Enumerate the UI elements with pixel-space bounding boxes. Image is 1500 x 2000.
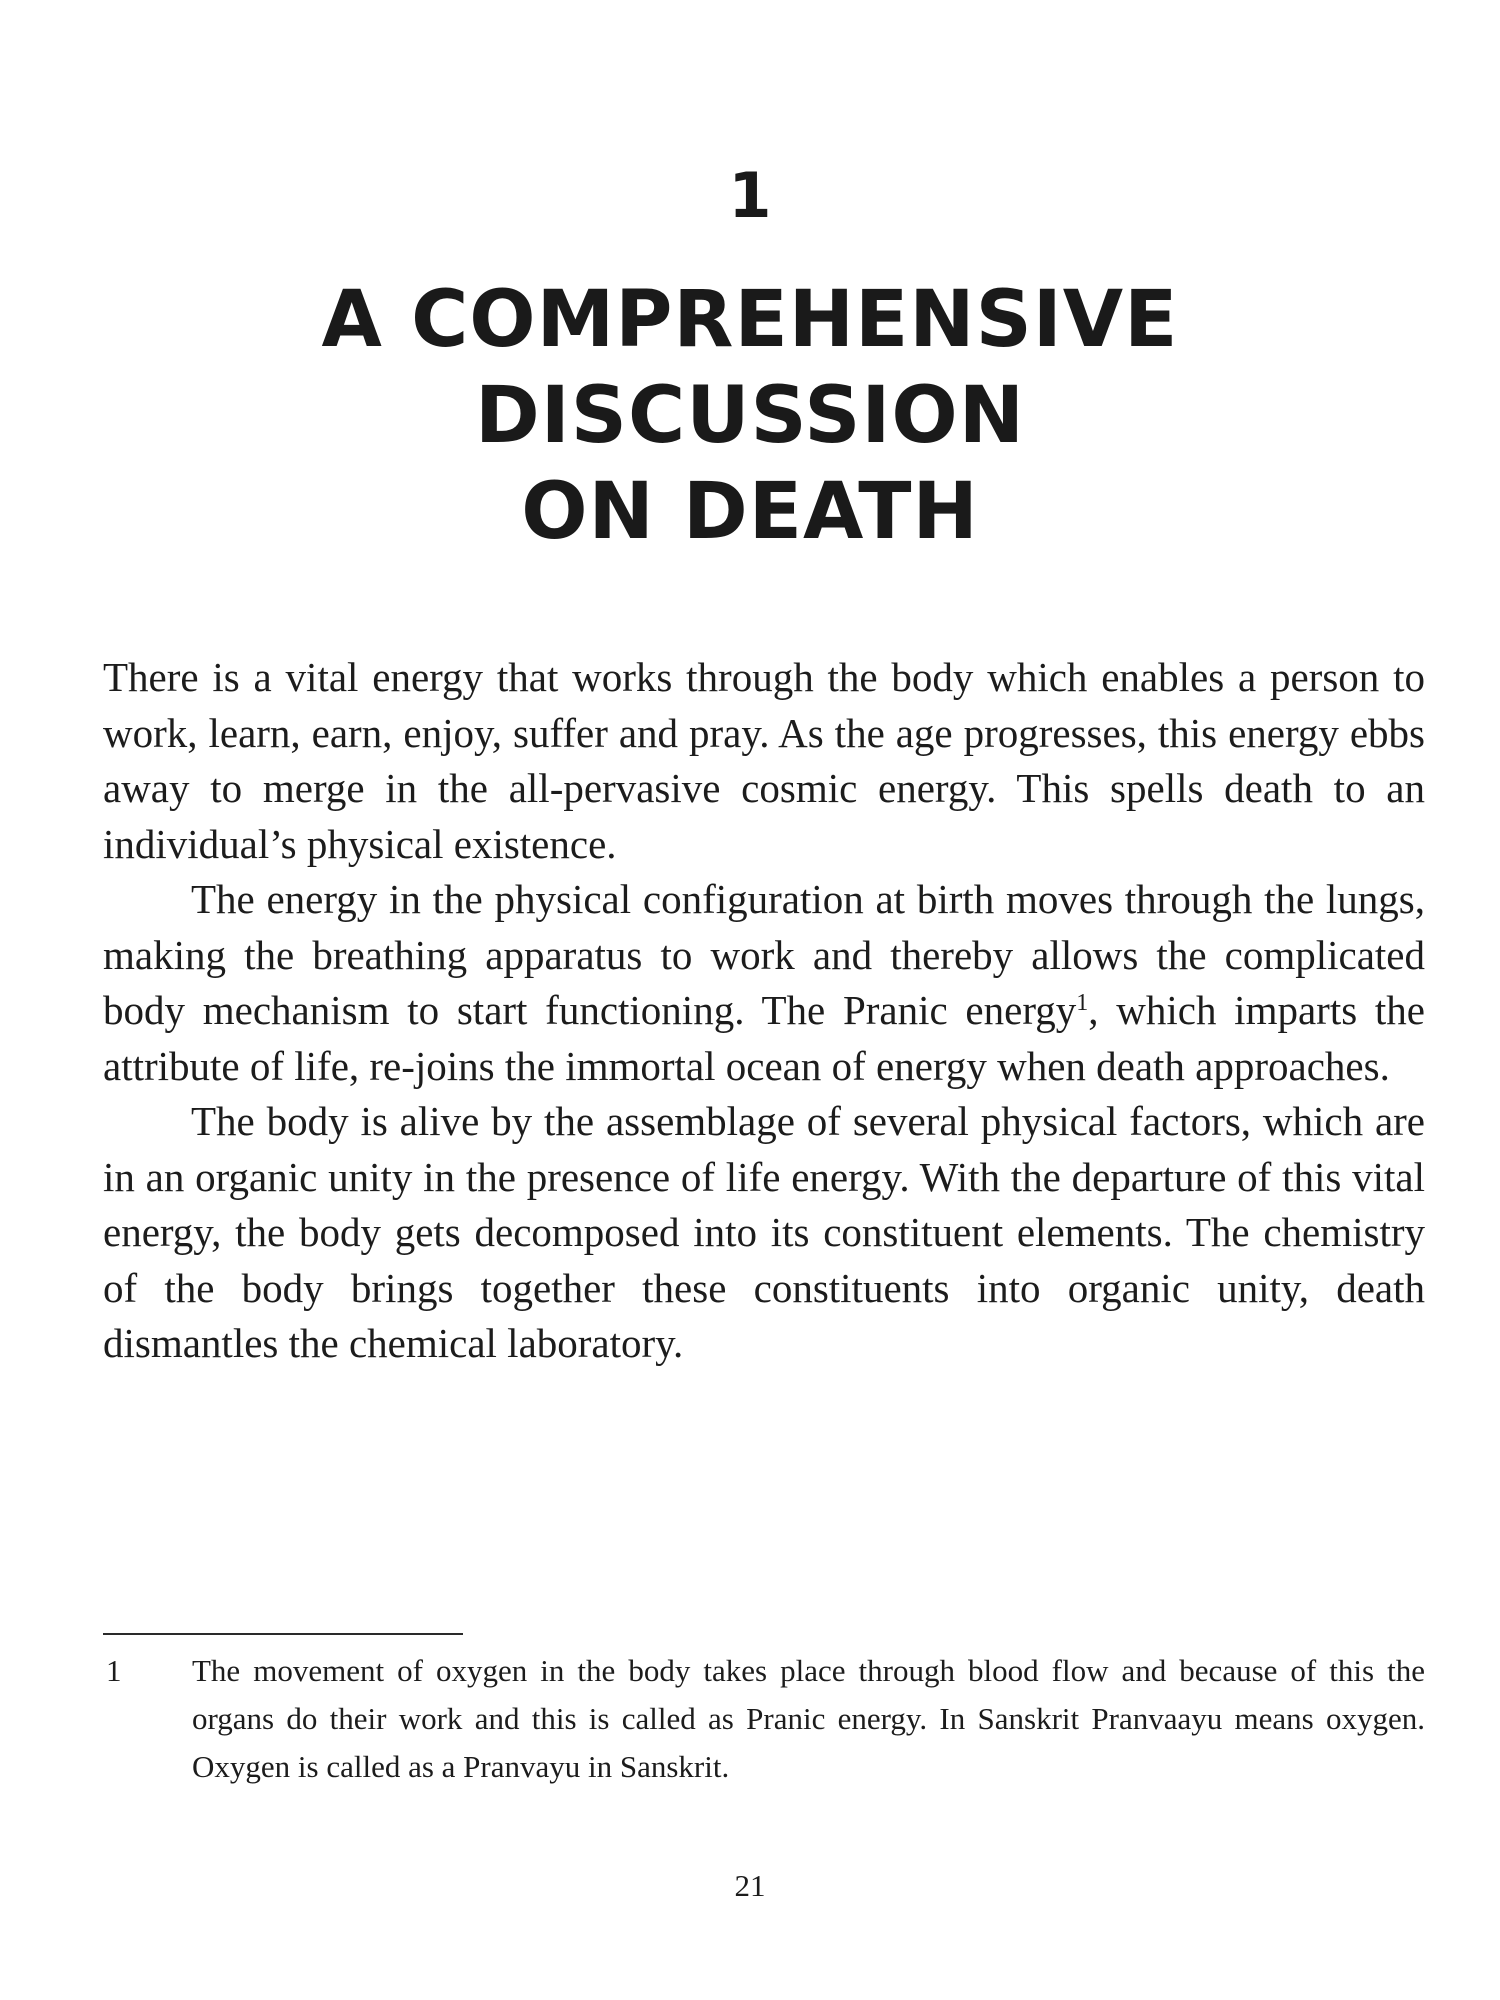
paragraph-3: The body is alive by the assemblage of several physical factors, which are in an organic unity in the presence of life energy. With the departure of this vital energy, the body gets decomposed into its constituent elements. The chemistry of the body brings together these constituents into organic unity, death dismantles the chemical laboratory. [103, 1098, 1425, 1366]
paragraph-2-continuation: , which imparts the attribute of life, re-joins the immortal ocean of energy when death approaches. [103, 987, 1425, 1089]
footnote-marker: 1 [106, 1653, 122, 1688]
footnote [103, 1647, 1425, 1791]
footnote-text: The movement of oxygen in the body takes place through blood flow and because of this the organs do their work and this is called as Pranic energy. In Sanskrit Pranvaayu means oxygen. Oxygen is called as a Pranvayu in Sanskrit. [192, 1653, 1425, 1784]
chapter-title-line-2: ON DEATH [521, 467, 979, 557]
chapter-number: 1 [728, 159, 772, 232]
footnote-reference: 1 [1076, 990, 1089, 1016]
chapter-title [150, 272, 1350, 560]
paragraph-2 [103, 872, 1425, 1094]
chapter-title-line-1: A COMPREHENSIVE DISCUSSION [321, 275, 1179, 461]
footnote-divider [103, 1633, 463, 1635]
paragraph-1: There is a vital energy that works through the body which enables a person to work, learn, earn, enjoy, suffer and pray. As the age progresses, this energy ebbs away to merge in the all-pervasive cosmic energy. This spells death to an individual’s physical existence. [103, 654, 1425, 867]
body-text [103, 650, 1425, 1372]
paragraph-2-text: The energy in the physical configuration at birth moves through the lungs, making the breathing apparatus to work and thereby allows the complicated body mechanism to start functioning. The Pranic energy [103, 876, 1425, 1033]
page-number: 21 [734, 1868, 766, 1903]
